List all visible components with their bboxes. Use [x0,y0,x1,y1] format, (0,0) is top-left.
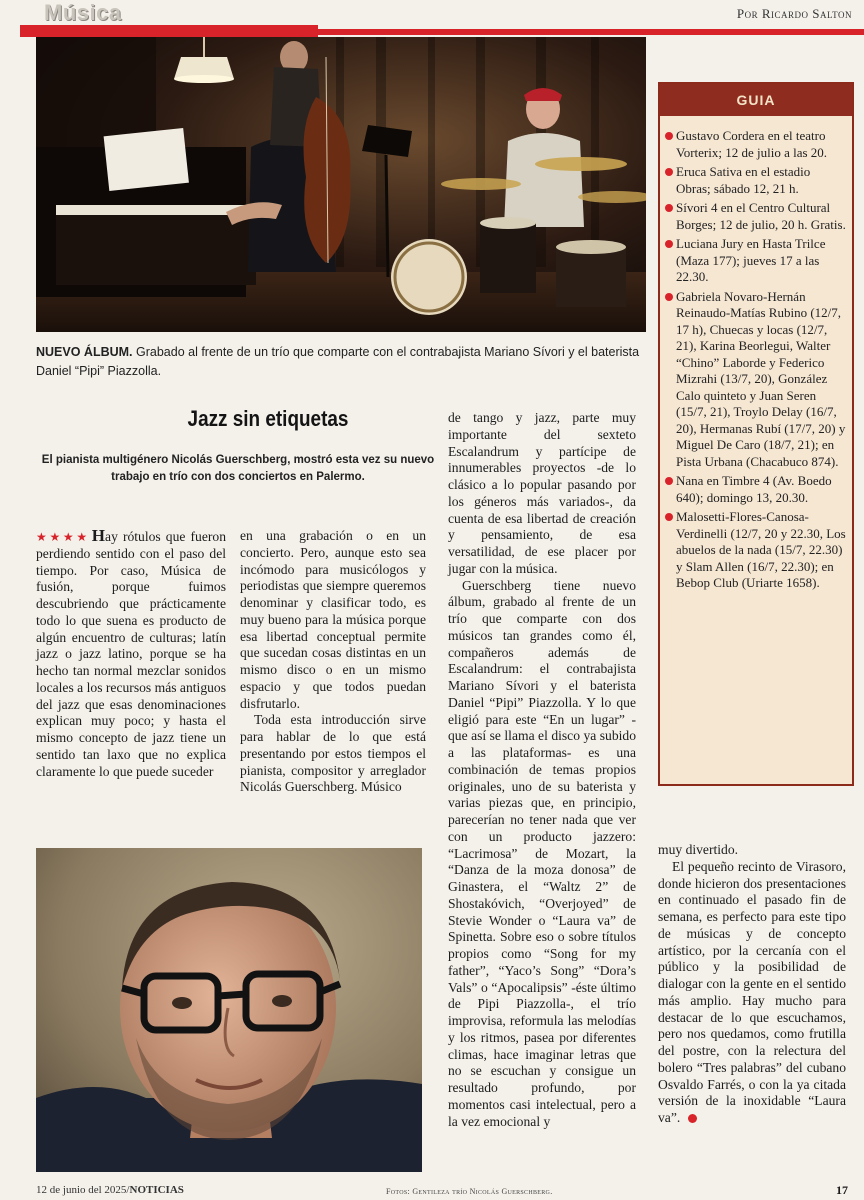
rating-stars: ★★★★ [36,530,90,544]
portrait-photo [36,848,422,1172]
col1-text: ay rótulos que fueron perdiendo sentido con el paso del tiempo. Por caso, Música de fusión, porque fuimos descubriendo que prácticamente todo lo que suena es producto de algún encuentro de culturas; latín jazz o jazz latino, porque se ha hecho tan normal mezclar sonidos locales a los recursos más antiguos del jazz que esas denominaciones explican muy poco; y hasta el mismo concepto de jazz tiene un sentido tan laxo que no explica claramente lo que puede suceder [36,529,226,779]
photo-caption [36,343,646,381]
page-number: 17 [836,1183,848,1197]
photo-credit: Fotos: Gentileza trío Nicolás Guerschberg. [386,1187,553,1196]
guia-item: Sívori 4 en el Centro Cultural Borges; 12 de julio, 20 h. Gratis. [676,200,848,233]
guia-item: Luciana Jury en Hasta Trilce (Maza 177); jueves 17 a las 22.30. [676,236,848,286]
dropcap: H [91,526,106,545]
byline: Por Ricardo Salton [736,6,852,21]
piano [36,128,256,297]
article-deck: El pianista multigénero Nicolás Guerschberg, mostró esta vez su nuevo trabajo en trío con dos conciertos en Palermo. [41,454,435,483]
trio-photo-illustration [36,37,646,332]
header-rule [318,29,864,35]
guia-title: GUIA [736,92,776,108]
col3-paragraph-2: Guerschberg tiene nuevo álbum, grabado al frente de un trío que comparte con dos músicos tan grandes como él, compañeros además de Escalandrum: el contrabajista Mariano Sívori y el baterista Daniel “Pipi” Piazzolla. Y lo que eligió para este “En un lugar” -que así se llama el disco ya subido a las plataformas- es una combinación de temas propios originales, uno de su baterista y varias piezas que, en principio, parecerían no tener nada que ver con un producto jazzero: “Lacrimosa” de Mozart, la “Danza de la moza donosa” de Ginastera, el “Waltz 2” de Shostakóvich, “Overjoyed” de Stevie Wonder o “Laura va” de Spinetta. Sobre eso o sobre títulos propios como “Song for my father”, “Yaco’s Song” “Dora’s Vals” o “Apocalipsis” -éste último de Pipi Piazzolla-, el trío improvisa, reformula las melodías y los ritmos, pasea por diferentes climas, hace imaginar letras que no se escuchan y consigue un resultado profundo, por momentos casi intelectual, pero a la vez emocional y [448,577,636,1129]
guia-item: Eruca Sativa en el estadio Obras; sábado 12, 21 h. [676,164,848,197]
col2-paragraph-2: Toda esta introducción sirve para hablar de lo que está presentando por estos tiempos el pianista, compositor y arreglador Nicolás Guerschberg. Músico [240,712,426,795]
section-label: Música [44,0,122,25]
footer-magazine: NOTICIAS [129,1184,184,1196]
body-column-4 [658,842,846,1127]
portrait-illustration [36,848,422,1172]
article-title: Jazz sin etiquetas [187,406,349,431]
caption-text: Grabado al frente de un trío que comparte con el contrabajista Mariano Sívori y el baterista Daniel “Pipi” Piazzolla. [36,345,640,378]
guia-item: Nana en Timbre 4 (Av. Boedo 640); domingo 13, 20.30. [676,473,848,506]
col3-paragraph-1: de tango y jazz, parte muy importante del sexteto Escalandrum y partícipe de innumerables proyectos -de lo clásico a lo popular pasando por los géneros más variados-, da cuenta de esa libertad de creación y pensamiento, de esa versatilidad, de ese placer por jugar con la música. [448,410,636,576]
footer-date-text: 12 de junio del 2025/ [36,1184,130,1196]
guia-list [676,128,848,595]
col4-paragraph-2: El pequeño recinto de Virasoro, donde hicieron dos presentaciones en continuado el pasado fin de semana, es perfecto para este tipo de músicas y de concepto artístico, por la cercanía con el público y la posibilidad de dialogar con la gente en el sentido más amplio. Hay mucho para destacar de lo que escuchamos, pero nos quedamos, como frutilla del postre, con la relectura del bolero “Tres palabras” del cubano Osvaldo Farrés, o con la ya citada versión de la inoxidable “Laura va”. [658,858,846,1125]
col2-paragraph-1: en una grabación o en un concierto. Pero, aunque esto sea incómodo para musicólogos y periodistas que siempre queremos denominar y clasificar todo, es muy bueno para la música porque esa libertad conceptual permite que sucedan cosas distintas en un mismo disco o en un mismo espacio y que todos puedan disfrutarlo. [240,528,426,711]
footer-date [36,1184,184,1196]
guia-item: Gustavo Cordera en el teatro Vorterix; 12 de julio a las 20. [676,128,848,161]
body-column-3 [448,410,636,1130]
col4-paragraph-1: muy divertido. [658,842,739,857]
trio-photo [36,37,646,332]
guia-item: Gabriela Novaro-Hernán Reinaudo-Matías Rubino (12/7, 17 h), Chuecas y locas (12/7, 21), Karina Beorlegui, Walter “Chino” Laborde y Federico Mizrahi (13/7, 20), González Calo quinteto y Juan Seren (15/7, 21), Troylo Delay (16/7, 20), Hermanas Rubí (17/7, 20) y Miguel De Caro (18/7, 21); en Pista Urbana (Chacabuco 874). [676,289,848,471]
caption-label: NUEVO ÁLBUM. [36,345,133,359]
guia-item: Malosetti-Flores-Canosa-Verdinelli (12/7, 20 y 22.30, Los abuelos de la nada (15/7, 22.30) y Slam Allen (16/7, 22.30); en Bebop Club (Uriarte 1658). [676,509,848,592]
end-mark-icon [688,1114,697,1123]
body-column-2 [240,528,426,796]
body-column-1 [36,528,226,780]
